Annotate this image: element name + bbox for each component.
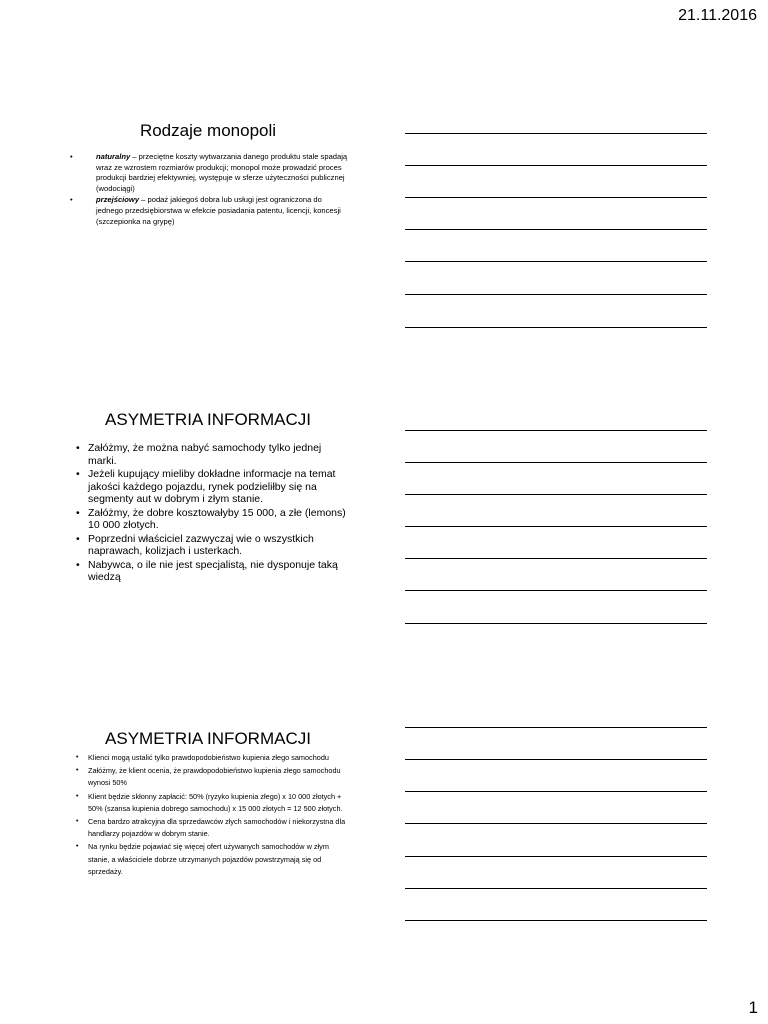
note-line [405,229,707,230]
print-date: 21.11.2016 [678,7,757,24]
bullet-text: – przeciętne koszty wytwarzania danego produktu stale spadają wraz ze wzrostem rozmiarów produkcji; monopol może prowadzić proces produkcji bardziej efektywniej, występuje w sferze użyteczności publicznej (wodociągi) [96,152,348,193]
slide-information-asymmetry-2 [70,729,346,879]
bullet-text: – podaż jakiegoś dobra lub usługi jest ograniczona do jednego przedsiębiorstwa w efekcie posiadania patentu, licencji, koncesji (szczepionka na grypę) [96,195,341,226]
note-line [405,261,707,262]
note-line [405,856,707,857]
list-item [82,195,348,227]
note-line [405,888,707,889]
note-line [405,294,707,295]
list-item: • Nabywca, o ile nie jest specjalistą, nie dysponuje taką wiedzą [76,559,346,584]
slide-title: ASYMETRIA INFORMACJI [105,729,311,748]
bullet-list [70,752,346,878]
list-item: • Na rynku będzie pojawiać się więcej ofert używanych samochodów w złym stanie, a właściciele dobrze utrzymanych pojazdów powstrzymają się od sprzedaży. [76,841,346,878]
bullet-list [70,152,348,227]
list-item: • Jeżeli kupujący mieliby dokładne informacje na temat jakości każdego pojazdu, rynek podzieliłby się na segmenty aut w dobrym i złym stanie. [76,468,346,506]
note-line [405,823,707,824]
list-item: • Poprzedni właściciel zazwyczaj wie o wszystkich naprawach, kolizjach i usterkach. [76,533,346,558]
note-line [405,590,707,591]
list-item [82,152,348,194]
note-line [405,727,707,728]
slide-information-asymmetry-1 [70,410,346,585]
note-line [405,759,707,760]
list-item: • Klient będzie skłonny zapłacić: 50% (ryzyko kupienia złego) x 10 000 złotych + 50% (szansa kupienia dobrego samochodu) x 15 000 złotych = 12 500 złotych. [76,791,346,815]
list-item: • Klienci mogą ustalić tylko prawdopodobieństwo kupienia złego samochodu [76,752,346,764]
note-line [405,462,707,463]
note-line [405,791,707,792]
note-line [405,558,707,559]
bullet-term: naturalny [96,152,131,161]
list-item: • Załóżmy, że dobre kosztowałyby 15 000, a złe (lemons) 10 000 złotych. [76,507,346,532]
slide-monopoly-types [70,121,346,228]
list-item: • Załóżmy, że klient ocenia, że prawdopodobieństwo kupienia złego samochodu wynosi 50% [76,765,346,789]
note-line [405,430,707,431]
note-line [405,494,707,495]
note-line [405,920,707,921]
note-line [405,165,707,166]
slide-title: Rodzaje monopoli [139,121,277,140]
note-line [405,133,707,134]
list-item: • Cena bardzo atrakcyjna dla sprzedawców złych samochodów i niekorzystna dla handlarzy pojazdów w dobrym stanie. [76,816,346,840]
bullet-list [70,442,346,584]
slide-title: ASYMETRIA INFORMACJI [105,410,311,429]
bullet-term: przejściowy [96,195,140,205]
note-line [405,197,707,198]
note-line [405,623,707,624]
note-line [405,327,707,328]
page-number: 1 [748,998,758,1017]
note-line [405,526,707,527]
list-item: • Załóżmy, że można nabyć samochody tylko jednej marki. [76,442,346,467]
